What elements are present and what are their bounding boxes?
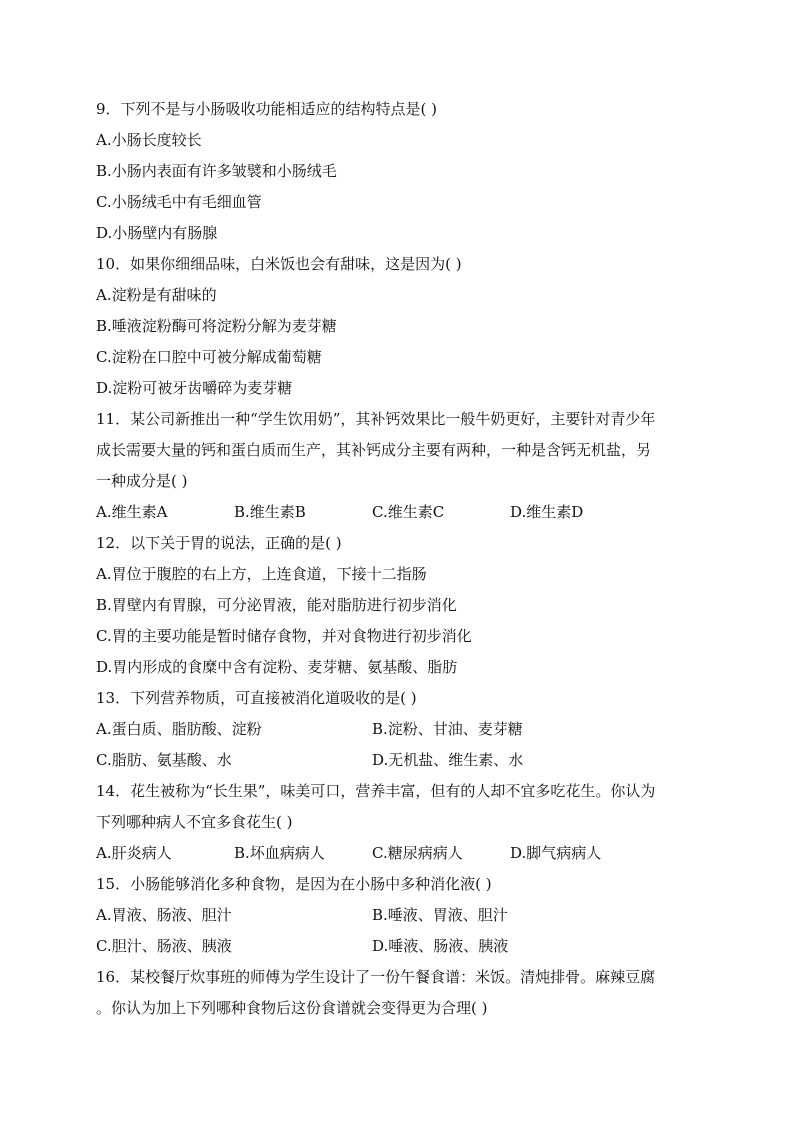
question-stem: 。你认为加上下列哪种食物后这份食谱就会变得更为合理( ) — [96, 999, 488, 1017]
question-stem: 16．某校餐厅炊事班的师傅为学生设计了一份午餐食谱：米饭。清炖排骨。麻辣豆腐 — [96, 968, 656, 986]
question-stem: 14．花生被称为“长生果”，味美可口，营养丰富，但有的人却不宜多吃花生。你认为 — [96, 782, 656, 800]
question-13 — [96, 683, 698, 776]
options-row — [96, 745, 698, 776]
option-c: C.糖尿病病人 — [372, 844, 463, 862]
option-c: C.小肠绒毛中有毛细血管 — [96, 193, 262, 211]
option-d: D.小肠壁内有肠腺 — [96, 224, 218, 242]
option-a: A.肝炎病人 — [96, 844, 172, 862]
option-d: D.唾液、肠液、胰液 — [372, 937, 509, 955]
option-a: A.小肠长度较长 — [96, 131, 202, 149]
options-row — [96, 714, 698, 745]
option-a: A.胃液、肠液、胆汁 — [96, 906, 232, 924]
option-a: A.维生素A — [96, 503, 168, 521]
question-stem: 11．某公司新推出一种“学生饮用奶”，其补钙效果比一般牛奶更好，主要针对青少年 — [96, 410, 656, 428]
option-d: D.维生素D — [510, 503, 584, 521]
option-c: C.维生素C — [372, 503, 445, 521]
option-b: B.淀粉、甘油、麦芽糖 — [372, 720, 523, 738]
option-a: A.淀粉是有甜味的 — [96, 286, 217, 304]
option-c: C.胆汁、肠液、胰液 — [96, 937, 232, 955]
question-stem: 12．以下关于胃的说法，正确的是( ) — [96, 534, 342, 552]
options-row — [96, 838, 698, 869]
question-stem: 成长需要大量的钙和蛋白质而生产，其补钙成分主要有两种，一种是含钙无机盐，另 — [96, 441, 652, 459]
question-14 — [96, 776, 698, 869]
option-b: B.坏血病病人 — [234, 844, 325, 862]
option-a: A.蛋白质、脂肪酸、淀粉 — [96, 720, 262, 738]
option-c: C.脂肪、氨基酸、水 — [96, 751, 232, 769]
question-stem: 一种成分是( ) — [96, 472, 188, 490]
question-stem: 9．下列不是与小肠吸收功能相适应的结构特点是( ) — [96, 100, 438, 118]
option-d: D.无机盐、维生素、水 — [372, 751, 524, 769]
option-c: C.胃的主要功能是暂时储存食物，并对食物进行初步消化 — [96, 627, 472, 645]
question-15 — [96, 869, 698, 962]
question-12 — [96, 528, 698, 683]
question-stem: 10．如果你细细品味，白米饭也会有甜味，这是因为( ) — [96, 255, 462, 273]
question-9 — [96, 94, 698, 249]
options-row — [96, 900, 698, 931]
question-stem: 13．下列营养物质，可直接被消化道吸收的是( ) — [96, 689, 417, 707]
option-d: D.淀粉可被牙齿嚼碎为麦芽糖 — [96, 379, 293, 397]
option-c: C.淀粉在口腔中可被分解成葡萄糖 — [96, 348, 322, 366]
options-row — [96, 497, 698, 528]
option-b: B.胃壁内有胃腺，可分泌胃液，能对脂肪进行初步消化 — [96, 596, 457, 614]
question-16 — [96, 962, 698, 1024]
question-10 — [96, 249, 698, 404]
option-d: D.脚气病病人 — [510, 844, 602, 862]
option-d: D.胃内形成的食糜中含有淀粉、麦芽糖、氨基酸、脂肪 — [96, 658, 458, 676]
question-stem: 15．小肠能够消化多种食物，是因为在小肠中多种消化液( ) — [96, 875, 492, 893]
options-row — [96, 931, 698, 962]
option-b: B.唾液、胃液、胆汁 — [372, 906, 508, 924]
option-b: B.小肠内表面有许多皱襞和小肠绒毛 — [96, 162, 337, 180]
option-b: B.维生素B — [234, 503, 306, 521]
option-a: A.胃位于腹腔的右上方，上连食道，下接十二指肠 — [96, 565, 427, 583]
question-stem: 下列哪种病人不宜多食花生( ) — [96, 813, 293, 831]
question-11 — [96, 404, 698, 528]
option-b: B.唾液淀粉酶可将淀粉分解为麦芽糖 — [96, 317, 337, 335]
